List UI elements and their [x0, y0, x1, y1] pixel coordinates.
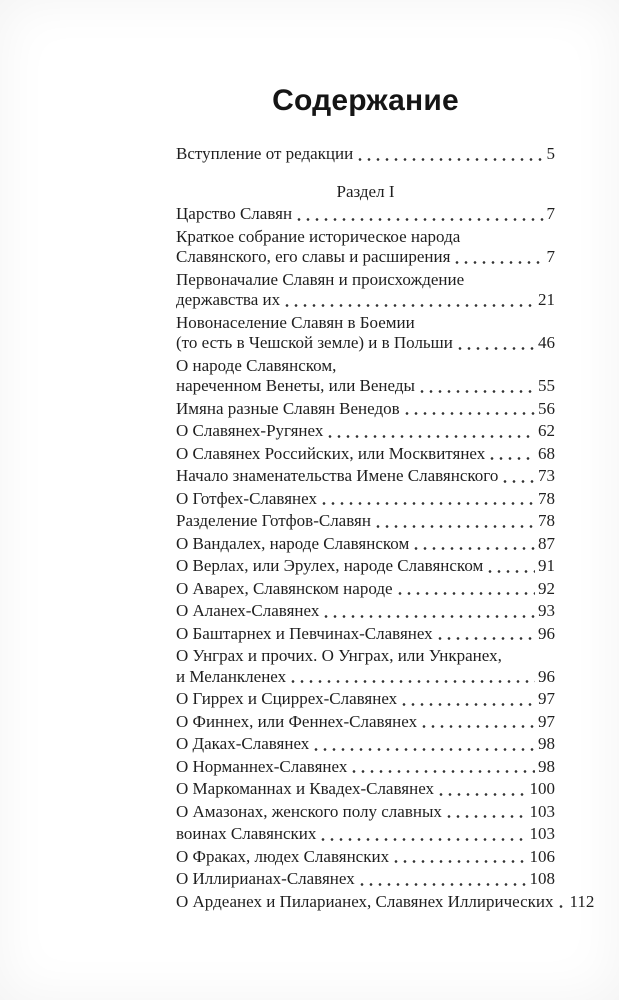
toc-entry-line	[176, 333, 555, 354]
toc-entry-text: О Славянех Российских, или Москвитянех	[176, 443, 486, 463]
dot-leader	[328, 434, 535, 439]
dot-leader	[285, 303, 535, 308]
toc-entry-line	[176, 779, 555, 800]
toc-entry-text: О Амазонах, женского полу славных	[176, 801, 442, 821]
dot-leader	[314, 747, 535, 752]
dot-leader	[376, 524, 535, 529]
toc-entry	[176, 444, 555, 465]
toc-entry	[176, 144, 555, 165]
toc-entry-text: О Маркоманнах и Квадех-Славянех	[176, 779, 435, 798]
dot-leader	[360, 882, 527, 887]
toc-entry-text: О Верлах, или Эрулех, народе Славянском	[176, 556, 484, 575]
page-number: 97	[538, 711, 555, 731]
dot-leader	[455, 260, 543, 265]
toc-entry	[176, 689, 555, 710]
toc-entry	[176, 556, 555, 577]
toc-entry-text: и Меланкленех	[176, 666, 287, 686]
dot-leader	[322, 501, 535, 506]
toc-entry-text: О Фраках, людех Славянских	[176, 846, 390, 866]
dot-leader	[414, 546, 535, 551]
toc-entry-text: О Даках-Славянех	[176, 734, 310, 753]
dot-leader	[321, 837, 526, 842]
dot-leader	[297, 217, 543, 222]
toc-entry-line	[176, 847, 555, 868]
toc-entry-text: О Аварех, Славянском народе	[176, 578, 393, 598]
page-number: 7	[546, 247, 555, 266]
toc-entry	[176, 511, 555, 532]
page-number: 62	[538, 421, 555, 440]
toc-entry	[176, 802, 555, 823]
dot-leader	[398, 591, 535, 596]
toc-entry-text: Разделение Готфов-Славян	[176, 511, 371, 530]
page-number: 78	[538, 488, 555, 508]
dot-leader	[405, 411, 535, 416]
dot-leader	[422, 724, 535, 729]
page-number: 108	[529, 869, 555, 888]
toc-entry-text: Имяна разные Славян Венедов	[176, 398, 400, 418]
toc-entry-line: Первоначалие Славян и происхождение	[176, 269, 465, 289]
toc-entry	[176, 646, 555, 687]
toc-entry	[176, 227, 555, 268]
page-number: 78	[538, 511, 555, 530]
page-number: 91	[538, 556, 555, 575]
toc-entry-text: О Финнех, или Феннех-Славянех	[176, 711, 418, 731]
toc-entry-text: воинах Славянских	[176, 824, 317, 843]
page-number: 103	[529, 801, 555, 821]
toc-entry	[176, 534, 555, 555]
toc-entry-line	[176, 534, 555, 555]
dot-leader	[358, 157, 543, 162]
toc-entry-text: Славянского, его славы и расширения	[176, 247, 451, 266]
toc-entry-text: нареченном Венеты, или Венеды	[176, 376, 415, 395]
page-number: 103	[529, 824, 555, 843]
dot-leader	[291, 679, 535, 684]
toc-entry-text: О Иллирианах-Славянех	[176, 869, 355, 888]
toc-entry-line	[176, 624, 555, 645]
toc-entry	[176, 712, 555, 733]
toc-entry	[176, 489, 555, 510]
toc-entry-line	[176, 489, 555, 510]
toc-entry-line: Новонаселение Славян в Боемии	[176, 312, 415, 332]
dot-leader	[458, 346, 535, 351]
toc-entry-line: О народе Славянском,	[176, 355, 337, 375]
page-number: 98	[538, 734, 555, 753]
toc-entry-text: О Норманнех-Славянех	[176, 756, 348, 776]
page-number: 97	[538, 689, 555, 708]
toc-entry-line	[176, 757, 555, 778]
dot-leader	[402, 702, 535, 707]
toc-entry-line	[176, 290, 555, 311]
page-number: 21	[538, 290, 555, 309]
toc-entry	[176, 847, 555, 868]
page-number: 96	[538, 623, 555, 643]
toc-entry-line	[176, 667, 555, 688]
toc-entry	[176, 270, 555, 311]
toc-entry-line	[176, 421, 555, 442]
toc-entry-line	[176, 466, 555, 487]
toc-entry	[176, 313, 555, 354]
toc-entry	[176, 824, 555, 845]
toc-entry-text: О Готфех-Славянех	[176, 488, 317, 508]
toc-entry-line	[176, 511, 555, 532]
page-number: 92	[538, 578, 555, 598]
toc-entry	[176, 869, 555, 890]
toc-entry	[176, 466, 555, 487]
page-number: 87	[538, 533, 555, 553]
toc-entry	[176, 356, 555, 397]
toc-entry	[176, 601, 555, 622]
toc-entry-line	[176, 891, 595, 913]
toc-entry-text: (то есть в Чешской земле) и в Польши	[176, 333, 453, 352]
toc-entry-line	[176, 802, 555, 823]
page-number: 56	[538, 398, 555, 418]
dot-leader	[420, 389, 535, 394]
toc-entry-line	[176, 689, 555, 710]
toc-entry-line	[176, 144, 555, 165]
toc-entry-line	[176, 247, 555, 268]
toc-entry-line	[176, 204, 555, 225]
page-number: 5	[546, 144, 555, 163]
toc-entry-text: Начало знаменательства Имене Славянского	[176, 466, 499, 485]
dot-leader	[488, 569, 535, 574]
dot-leader	[559, 904, 567, 909]
toc-entry	[176, 421, 555, 442]
dot-leader	[503, 479, 535, 484]
toc-entry-line: О Унграх и прочих. О Унграх, или Ункранех,	[176, 646, 502, 665]
toc-entry	[176, 891, 595, 913]
toc-entry	[176, 399, 555, 420]
toc-entry-line	[176, 444, 555, 465]
toc-entry-line: Краткое собрание историческое народа	[176, 226, 461, 246]
toc-entry-text: О Гиррех и Сциррех-Славянех	[176, 689, 398, 708]
toc-entry-text: Вступление от редакции	[176, 144, 354, 163]
dot-leader	[324, 614, 535, 619]
dot-leader	[394, 859, 526, 864]
toc-entry-text: О Славянех-Ругянех	[176, 421, 324, 440]
toc-entry-text: О Аланех-Славянех	[176, 601, 320, 620]
toc-entry-line	[176, 376, 555, 397]
page-number: 100	[529, 779, 555, 798]
toc-entry-line	[176, 824, 555, 845]
page-number: 7	[546, 204, 555, 223]
toc-entry-line	[176, 869, 555, 890]
toc-entry-text: О Вандалех, народе Славянском	[176, 533, 410, 553]
toc-entry	[176, 734, 555, 755]
toc-entry	[176, 757, 555, 778]
page-number: 68	[538, 443, 555, 463]
dot-leader	[438, 636, 535, 641]
page-number: 73	[538, 466, 555, 485]
dot-leader	[447, 814, 527, 819]
page-number: 46	[538, 333, 555, 352]
toc-entry-line	[176, 399, 555, 420]
toc-entry	[176, 779, 555, 800]
page-number: 93	[538, 601, 555, 620]
toc-column	[176, 0, 595, 914]
section-heading: Раздел I	[336, 181, 395, 201]
toc-entry-line	[176, 556, 555, 577]
dot-leader	[439, 792, 526, 797]
page-number: 112	[569, 891, 595, 911]
page-number: 98	[538, 756, 555, 776]
page-title: Содержание	[272, 84, 459, 117]
toc-entry-text: О Ардеанех и Пиларианех, Славянех Иллирических	[176, 891, 554, 911]
toc-list	[176, 144, 595, 912]
toc-entry	[176, 579, 555, 600]
toc-entry-text: державства их	[176, 290, 281, 309]
toc-entry-line	[176, 734, 555, 755]
toc-entry	[176, 624, 555, 645]
toc-entry-text: О Баштарнех и Певчинах-Славянех	[176, 623, 433, 643]
toc-entry	[176, 204, 555, 225]
toc-entry-line	[176, 579, 555, 600]
page-number: 55	[538, 376, 555, 395]
dot-leader	[352, 769, 535, 774]
dot-leader	[490, 456, 535, 461]
toc-entry-line	[176, 712, 555, 733]
page-number: 106	[529, 846, 555, 866]
toc-entry-text: Царство Славян	[176, 204, 293, 223]
page-number: 96	[538, 666, 555, 686]
toc-entry-line	[176, 601, 555, 622]
